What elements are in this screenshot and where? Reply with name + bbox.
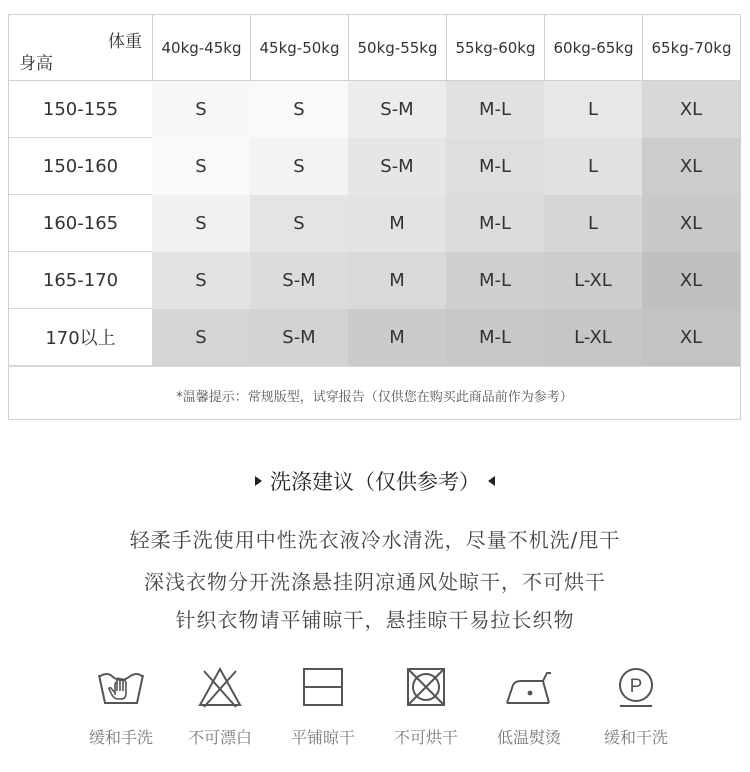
size-cell: S-M (348, 81, 446, 138)
wash-instruction-line: 深浅衣物分开洗涤悬挂阴凉通风处晾干，不可烘干 (144, 570, 606, 594)
height-row-label: 160-165 (9, 195, 152, 252)
care-label: 缓和手洗 (88, 728, 153, 747)
size-cell: S (250, 138, 348, 195)
table-row (9, 195, 740, 252)
care-item (273, 665, 373, 748)
size-cell: L (544, 195, 642, 252)
size-cell: M (348, 309, 446, 366)
gentle-dry-clean-icon (610, 665, 662, 709)
care-item (586, 665, 686, 748)
size-cell: M-L (446, 138, 544, 195)
size-chart-table (8, 14, 741, 420)
size-cell: S-M (348, 138, 446, 195)
dry-flat-icon (297, 665, 349, 709)
care-item (170, 665, 270, 748)
care-label: 缓和干洗 (603, 728, 668, 747)
table-corner-cell (9, 15, 152, 80)
size-note: *温馨提示：常规版型，试穿报告（仅供您在购买此商品前作为参考） (9, 366, 740, 423)
wash-instruction-line: 针织衣物请平铺晾干，悬挂晾干易拉长织物 (175, 608, 575, 632)
size-cell: M (348, 195, 446, 252)
size-cell: XL (642, 195, 740, 252)
care-item (71, 665, 171, 748)
size-cell: M-L (446, 252, 544, 309)
height-row-label: 150-160 (9, 138, 152, 195)
care-label: 不可烘干 (393, 728, 458, 747)
triangle-right-icon (255, 476, 262, 486)
size-cell: S (152, 252, 250, 309)
triangle-left-icon (488, 476, 495, 486)
wash-instruction-line: 轻柔手洗使用中性洗衣液冷水清洗，尽量不机洗/甩干 (129, 528, 621, 552)
size-cell: XL (642, 81, 740, 138)
table-row (9, 138, 740, 195)
size-cell: M-L (446, 81, 544, 138)
care-icons-row (0, 665, 750, 755)
care-label: 平铺晾干 (290, 728, 355, 747)
weight-column-header: 40kg-45kg (152, 15, 250, 80)
table-row (9, 309, 740, 366)
size-cell: S (250, 81, 348, 138)
low-iron-icon (503, 665, 555, 709)
no-tumble-dry-icon (400, 665, 452, 709)
table-row (9, 252, 740, 309)
size-cell: S-M (250, 309, 348, 366)
size-cell: S (152, 138, 250, 195)
weight-axis-label: 体重 (108, 32, 142, 52)
size-cell: XL (642, 309, 740, 366)
weight-column-header: 50kg-55kg (348, 15, 446, 80)
care-item (479, 665, 579, 748)
table-row (9, 81, 740, 138)
wash-section-title-wrap (0, 466, 750, 496)
size-cell: S (152, 309, 250, 366)
size-cell: L-XL (544, 309, 642, 366)
size-cell: L (544, 81, 642, 138)
weight-column-header: 55kg-60kg (446, 15, 544, 80)
height-row-label: 165-170 (9, 252, 152, 309)
no-bleach-icon (194, 665, 246, 709)
care-label: 低温熨烫 (496, 728, 561, 747)
weight-column-header: 65kg-70kg (642, 15, 740, 80)
height-row-label: 170以上 (9, 309, 152, 366)
size-cell: XL (642, 252, 740, 309)
size-cell: XL (642, 138, 740, 195)
care-label: 不可漂白 (187, 728, 252, 747)
table-header-row (9, 15, 740, 81)
weight-column-header: 60kg-65kg (544, 15, 642, 80)
size-cell: M-L (446, 195, 544, 252)
size-cell: S (250, 195, 348, 252)
hand-wash-icon (95, 665, 147, 709)
wash-section-title: 洗涤建议（仅供参考） (270, 470, 480, 494)
height-row-label: 150-155 (9, 81, 152, 138)
height-axis-label: 身高 (19, 54, 53, 74)
size-cell: S (152, 81, 250, 138)
weight-column-header: 45kg-50kg (250, 15, 348, 80)
care-item (376, 665, 476, 748)
size-cell: L (544, 138, 642, 195)
size-cell: M (348, 252, 446, 309)
size-cell: L-XL (544, 252, 642, 309)
size-cell: S-M (250, 252, 348, 309)
svg-text:P: P (629, 676, 643, 697)
size-cell: S (152, 195, 250, 252)
size-cell: M-L (446, 309, 544, 366)
